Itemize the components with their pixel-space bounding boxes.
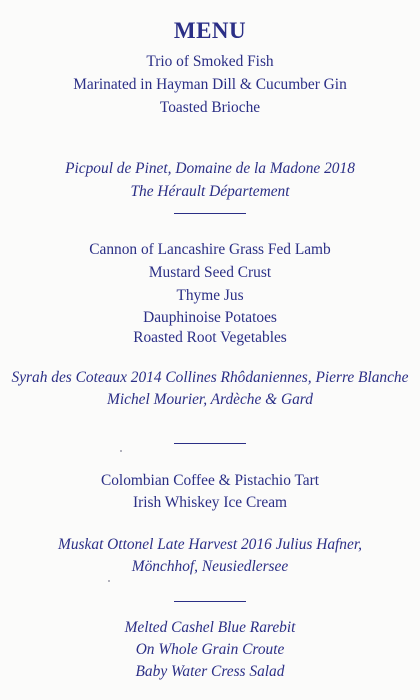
course2-dish-line-2: Mustard Seed Crust [148,264,272,281]
course-divider-1 [174,213,246,214]
course-divider-3 [174,601,246,602]
course2-dish-line-5: Roasted Root Vegetables [133,329,287,346]
course1-dish-line-2: Marinated in Hayman Dill & Cucumber Gin [73,76,347,93]
course4-dish-line-3: Baby Water Cress Salad [135,663,285,680]
paper-speck [108,580,110,582]
course1-dish-line-3: Toasted Brioche [159,99,261,116]
course1-dish-line-1: Trio of Smoked Fish [146,53,274,70]
menu-title: MENU [173,18,247,43]
course1-wine-line-1: Picpoul de Pinet, Domaine de la Madone 2018 [65,160,355,177]
course1-wine-line-2: The Hérault Département [130,183,290,200]
course3-dish-line-2: Irish Whiskey Ice Cream [133,494,287,511]
course-divider-2 [174,443,246,444]
paper-speck [120,450,122,452]
course3-wine-line-2: Mönchhof, Neusiedlersee [131,558,289,575]
course4-dish-line-2: On Whole Grain Croute [135,641,285,658]
course2-wine-line-2: Michel Mourier, Ardèche & Gard [107,391,313,408]
course2-dish-line-1: Cannon of Lancashire Grass Fed Lamb [89,241,331,258]
course3-wine-line-1: Muskat Ottonel Late Harvest 2016 Julius Hafner, [58,536,362,553]
course2-wine-line-1: Syrah des Coteaux 2014 Collines Rhôdaniennes, Pierre Blanche [11,369,409,386]
course2-dish-line-3: Thyme Jus [176,287,244,304]
course2-dish-line-4: Dauphinoise Potatoes [143,309,277,326]
course4-dish-line-1: Melted Cashel Blue Rarebit [124,619,296,636]
course3-dish-line-1: Colombian Coffee & Pistachio Tart [100,472,320,489]
